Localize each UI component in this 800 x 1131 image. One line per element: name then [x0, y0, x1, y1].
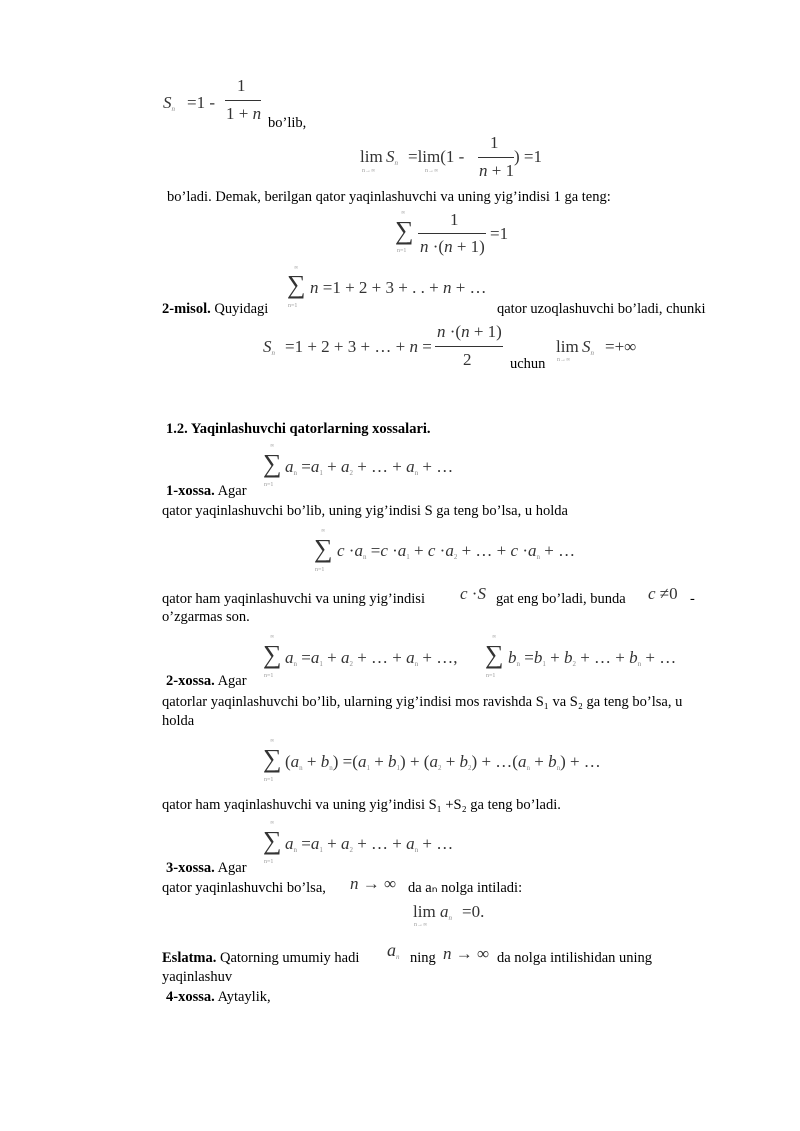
text-p3-line2a: qator yaqinlashuvchi bo’lsa, [162, 880, 326, 896]
text-uchun: uchun [510, 356, 546, 372]
text-bolib: bo’lib, [268, 115, 307, 131]
text-p1-line3b: gat eng bo’ladi, bunda [496, 591, 626, 607]
text-p2-line2: qatorlar yaqinlashuvchi bo’lib, ularning yig’indisi mos ravishda S₁ va S₂ ga teng bo’lsa, u [162, 694, 683, 710]
property-1-label: 1-xossa. [166, 483, 215, 499]
text-uzoqlashuvchi: qator uzoqlashuvchi bo’ladi, chunki [497, 301, 706, 317]
text-p1-line3a: qator ham yaqinlashuvchi va uning yig’indisi [162, 591, 425, 607]
text-p1-line2: qator yaqinlashuvchi bo’lib, uning yig’indisi S ga teng bo’lsa, u holda [162, 503, 568, 519]
formula-an: $a_n$ [387, 940, 400, 961]
text-note-line2: yaqinlashuv [162, 969, 233, 985]
text-agar-1: Agar [217, 483, 247, 499]
example-2-line [162, 300, 268, 318]
property-4-line [166, 988, 271, 1006]
text-note-2: ning [410, 950, 436, 966]
property-4-label: 4-xossa. [166, 989, 215, 1005]
formula-n-to-inf-1: n → ∞ [350, 874, 397, 893]
property-3-line [166, 859, 247, 877]
formula-c-s: c ·S [460, 584, 486, 603]
section-title: 1.2. Yaqinlashuvchi qatorlarning xossalari. [166, 421, 431, 437]
text-p2-line3: holda [162, 713, 195, 729]
note-label: Eslatma. [162, 950, 217, 966]
formula-c-neq-0: c ≠0 [648, 584, 678, 603]
text-p2-line4: qator ham yaqinlashuvchi va uning yig’indisi S₁ +S₂ ga teng bo’ladi. [162, 797, 561, 813]
text-note-1: Qatorning umumiy hadi [220, 950, 360, 966]
property-1-line [166, 482, 247, 500]
text-aytaylik: Aytaylik, [217, 989, 271, 1005]
property-2-label: 2-xossa. [166, 673, 215, 689]
note-line [162, 949, 359, 967]
text-agar-2: Agar [217, 673, 247, 689]
property-2-line [166, 672, 247, 690]
example-2-label: 2-misol. [162, 301, 211, 317]
text-p3-line2b: da aₙ nolga intiladi: [408, 880, 523, 896]
property-3-label: 3-xossa. [166, 860, 215, 876]
text-p1-line4: o’zgarmas son. [162, 609, 250, 625]
text-agar-3: Agar [217, 860, 247, 876]
text-note-3: da nolga intilishidan uning [497, 950, 653, 966]
formula-n-to-inf-2: n → ∞ [443, 944, 490, 963]
text-quyidagi: Quyidagi [214, 301, 269, 317]
text-boladi-demak: bo’ladi. Demak, berilgan qator yaqinlashuvchi va uning yig’indisi 1 ga teng: [167, 189, 611, 205]
